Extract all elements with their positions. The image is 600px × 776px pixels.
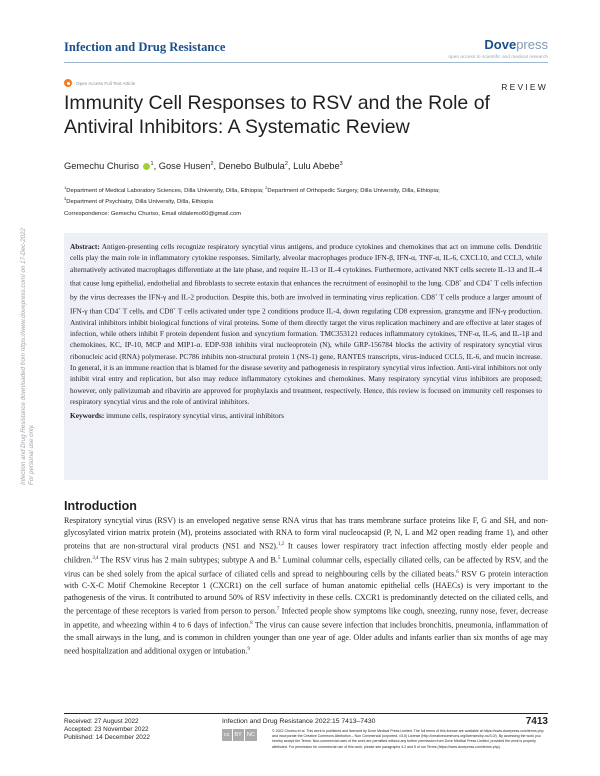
author-name[interactable]: Lulu Abebe <box>293 161 340 172</box>
author-affil-ref: 2 <box>210 161 214 167</box>
intro-segment: It causes lower respiratory tract infection affecting mostly elder people and children. <box>64 541 548 565</box>
intro-segment: Respiratory syncytial virus (RSV) is an enveloped negative sense RNA virus that has trans membrane surface proteins like F, G and SH, and non-glycosylated virion matrix protein (M), proteins associated with RNA to form viral nucleocapsid (P, N, L and M2 open reading frame 1), and other proteins that are non-structural viral products (NS1 and NS2). <box>64 516 548 551</box>
open-access-badge <box>64 79 135 87</box>
abstract-box <box>64 233 548 480</box>
reference-link[interactable]: 9 <box>247 646 250 652</box>
reference-link[interactable]: 5 <box>277 555 281 561</box>
reference-link[interactable]: 1,2 <box>277 542 284 548</box>
affil-number: 3 <box>64 196 67 202</box>
abstract-sup: + <box>459 278 462 284</box>
affiliation: Department of Psychiatry, Dilla University, Dilla, Ethiopia <box>66 199 214 206</box>
author-sep: , <box>153 161 159 172</box>
watermark-line: For personal use only. <box>28 424 35 485</box>
reference-link[interactable]: 3,4 <box>92 555 99 561</box>
journal-name: Infection and Drug Resistance <box>64 40 226 54</box>
license-text: © 2022 Churiso et al. This work is published and licensed by Dove Medical Press Limited. The full terms of this license are available at https://www.dovepress.com/terms.php and incorporate the Creative Commons Attribution – Non Commercial (unported, v3.0) License (http://creativecommons.org/licenses/by-nc/3.0/). By accessing the work you hereby accept the Terms. Non-commercial uses of the work are permitted without any further permission from Dove Medical Press Limited, provided the work is properly attributed. For permission for commercial use of this work, please see paragraphs 4.2 and 5 of our Terms (https://www.dovepress.com/terms.php). <box>272 729 544 749</box>
orcid-icon[interactable] <box>143 163 150 170</box>
watermark-text <box>20 228 36 485</box>
abstract-segment: and CD4 <box>461 278 490 288</box>
dovepress-logo[interactable] <box>484 37 548 52</box>
open-access-label: Open Access Full Text Article <box>76 80 136 86</box>
introduction-text <box>64 515 548 658</box>
author-affil-ref: 2 <box>284 161 288 167</box>
brand-main: Dove <box>484 37 517 52</box>
affiliation: Department of Orthopedic Surgery, Dilla University, Dilla, Ethiopia; <box>267 187 440 194</box>
abstract-sup: + <box>173 305 176 311</box>
author-affil-ref: 1 <box>150 161 154 167</box>
creative-commons-icon[interactable] <box>222 729 257 741</box>
section-heading-introduction: Introduction <box>64 499 137 513</box>
abstract-label: Abstract: <box>70 242 100 251</box>
header-divider <box>64 62 548 63</box>
author-name[interactable]: Denebo Bulbula <box>218 161 285 172</box>
article-dates <box>64 718 150 743</box>
footer-divider <box>64 713 548 714</box>
author-affil-ref: 3 <box>339 161 343 167</box>
abstract-segment: T cells, and CD8 <box>120 306 174 316</box>
keywords <box>70 410 542 421</box>
intro-segment: RSV G protein interaction with C-X-C Motif Chemokine Receptor 1 (CXCR1) on the cell surface of human anatomic epithelial cells (HAECs) is very important to the pathogenesis of the virus. It contributed to around 50% of RSV infectivity in these cells. CXCR1 is predominantly detected on the ciliated cells, and the percentage of these receptors is varied from person to person. <box>64 569 548 617</box>
cc-label: cc <box>222 729 232 741</box>
watermark-line: Infection and Drug Resistance downloaded from https://www.dovepress.com/ on 17-Dec-2022 <box>20 228 27 485</box>
abstract-text <box>70 241 542 408</box>
intro-segment: Infected people show symptoms like cough, sneezing, runny nose, fever, decrease in appetite, and wheezing within 4 to 6 days of infection. <box>64 607 548 630</box>
abstract-sup: + <box>434 291 438 297</box>
cc-nc-label: NC <box>245 729 257 741</box>
abstract-segment: T cells activated under type 2 conditions produce IL-4, down regulating CD8 expression, granzyme and IFN-γ production. Antiviral inhibitors inhibit biological functions of viral proteins. Some of them directly target the virus replication machinery and are effective at later stages of infection, while others inhibit F protein dependent fusion and syncytium formation. TMC353121 reduces inflammatory cytokines, TNF-α, IL-6, and IL-1β and chemokines, KC, IP-10, MCP and MIP1-α. EDP-938 inhibits viral nucleoprotein (N), while GRP-156784 blocks the activity of respiratory syncytial virus ribonucleic acid (RNA) polymerase. PC786 inhibits non-structural protein 1 (NS-1) gene, RANTES transcripts, virus-induced CCL5, IL-6, and mucin increase. In general, it is an immune reaction that is blamed for the disease severity and pathogenesis in respiratory syncytial virus infection. Anti-viral inhibitors not only inhibit viral entry and replication, but also may reduce inflammatory cytokines and chemokines. Many respiratory syncytial virus inhibitors are proposed; however, only palivizumab and ribavirin are approved for prophylaxis and treatment, respectively. Hence, this review is focused on immunity cell responses to respiratory syncytial virus and the role of antiviral inhibitors. <box>70 306 542 407</box>
intro-segment: The RSV virus has 2 main subtypes; subtype A and B. <box>98 555 278 565</box>
reference-link[interactable]: 7 <box>276 607 280 613</box>
cc-by-label: BY <box>233 729 244 741</box>
download-watermark <box>20 165 35 485</box>
abstract-segment: T cells infection by the virus decreases the IFN-γ and IL-2 production. Despite this, both are involved in terminating virus replication. CD8 <box>70 278 542 302</box>
reference-link[interactable]: 6 <box>456 569 459 575</box>
author-name[interactable]: Gose Husen <box>158 161 211 172</box>
accepted-date: Accepted: 23 November 2022 <box>64 726 149 734</box>
open-access-icon <box>64 79 72 87</box>
affiliation: Department of Medical Laboratory Sciences, Dilla University, Dilla, Ethiopia; <box>66 187 266 194</box>
correspondence[interactable]: Correspondence: Gemechu Churiso, Email oldalemo60@gmail.com <box>64 211 242 217</box>
article-type: REVIEW <box>501 82 548 92</box>
author-sep: , <box>213 161 219 172</box>
author-name[interactable]: Gemechu Churiso <box>64 161 139 172</box>
brand-light: press <box>516 37 548 52</box>
abstract-sup: + <box>489 278 493 284</box>
author-sep: , <box>287 161 294 172</box>
published-date: Published: 14 December 2022 <box>64 734 150 742</box>
reference-link[interactable]: 8 <box>250 621 253 627</box>
affil-number: 2 <box>265 185 268 190</box>
received-date: Received: 27 August 2022 <box>64 718 139 725</box>
abstract-sup: + <box>118 305 121 311</box>
journal-citation: Infection and Drug Resistance 2022:15 7413–7430 <box>222 718 376 725</box>
affiliations <box>64 184 550 207</box>
page-number: 7413 <box>525 716 548 727</box>
keywords-list: immune cells, respiratory syncytial virus, antiviral inhibitors <box>104 410 284 420</box>
keywords-label: Keywords: <box>70 410 105 420</box>
author-list <box>64 161 343 171</box>
article-title: Immunity Cell Responses to RSV and the Role of Antiviral Inhibitors: A Systematic Review <box>64 92 490 138</box>
intro-segment: The virus can cause severe infection that includes bronchitis, pneumonia, inflammation of the small airways in the lung, and is common in children younger than one year of age. Older adults and infants earlier than six months of age may need hospitalization and additional oxygen or intubation. <box>64 620 548 656</box>
intro-segment: Luminal columnar cells, especially ciliated cells, can be affected by RSV, and the virus can be shed solely from the apical surface of ciliated cells and spread to neighbouring cells by the ciliated beats. <box>64 555 548 579</box>
abstract-segment: T cells produce a larger amount of IFN-γ than CD4 <box>70 292 542 316</box>
affil-number: 1 <box>64 185 67 190</box>
brand-tagline: open access to scientific and medical research <box>448 54 548 59</box>
abstract-segment: Antigen-presenting cells recognize respiratory syncytial virus antigens, and produce cytokines and chemokines that act on immune cells. Dendritic cells play the main role in inflammatory cytokine responses. Similarly, alveolar macrophages produce IFN-β, IFN-α, TNF-α, IL-6, CXCL10, and CCL3, while alternatively activated macrophages differentiate at the late phase, and require IL-13 or IL-4 cytokines. Furthermore, activated NKT cells secrete IL-13 and IL-4 that cause lung epithelial, endothelial and fibroblasts to secrete eotaxin that enhances the recruitment of eosinophil to the lung. CD8 <box>70 242 542 288</box>
